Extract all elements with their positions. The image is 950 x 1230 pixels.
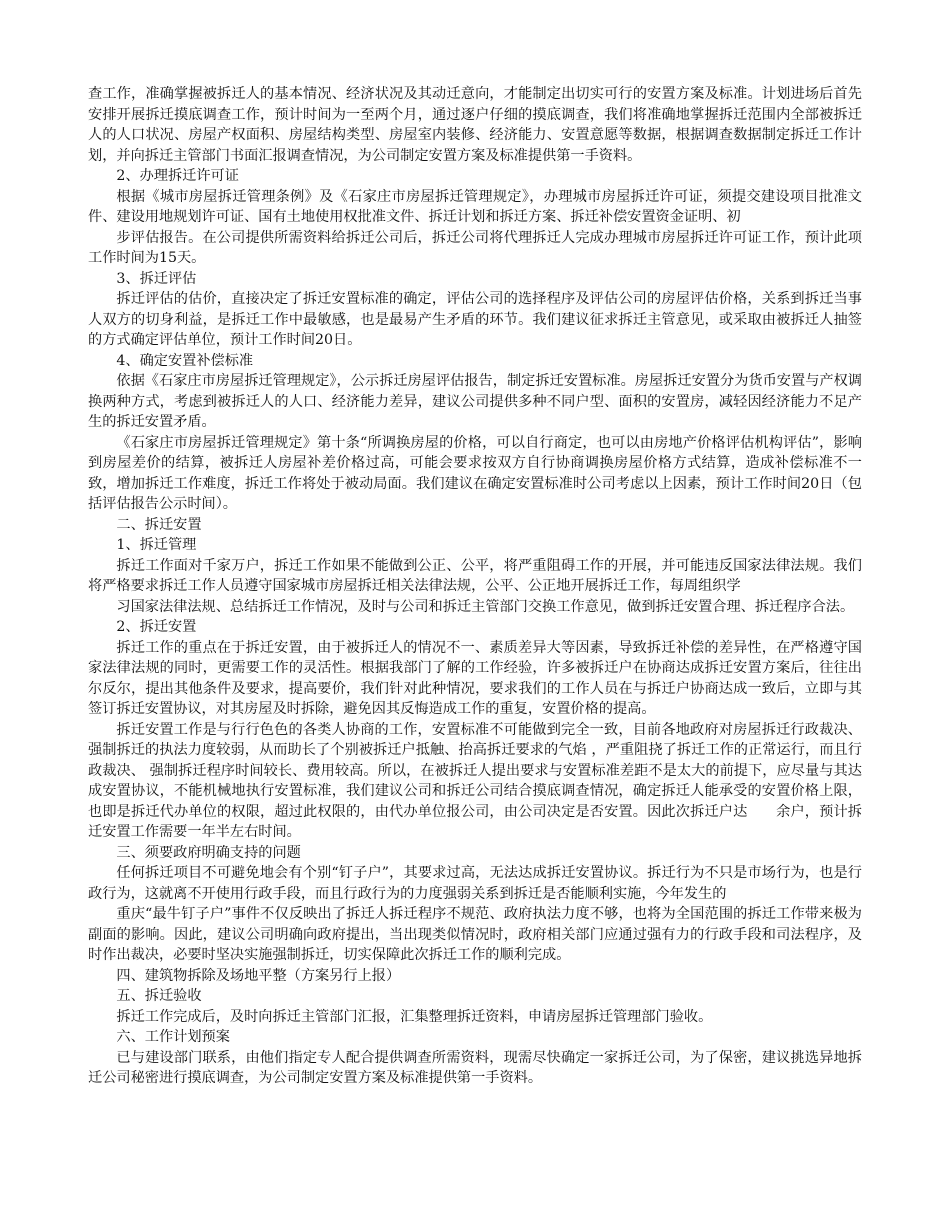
paragraph-0: 查工作，准确掌握被拆迁人的基本情况、经济状况及其动迁意向，才能制定出切实可行的安置方案及标准。计划进场后首先安排开展拆迁摸底调查工作，预计时间为一至两个月，通过逐户仔细的摸底调查，我们将准确地掌握拆迁范围内全部被拆迁人的人口状况、房屋产权面积、房屋结构类型、房屋室内装修、经济能力、安置意愿等数据，根据调查数据制定拆迁工作计划，并向拆迁主管部门书面汇报调查情况，为公司制定安置方案及标准提供第一手资料。 [88, 86, 862, 164]
paragraph-13: 2、拆迁安置 [116, 619, 197, 635]
paragraph-4: 3、拆迁评估 [116, 270, 197, 287]
paragraph-1: 2、办理拆迁许可证 [116, 168, 239, 184]
paragraph-2: 根据《城市房屋拆迁管理条例》及《石家庄市房屋拆迁管理规定》，办理城市房屋拆迁许可证，须提交建设项目批准文件、建设用地规划许可证、国有土地使用权批准文件、拆迁计划和拆迁方案、拆迁补偿安置资金证明、初 [88, 188, 862, 225]
paragraph-8: 《石家庄市房屋拆迁管理规定》第十条“所调换房屋的价格，可以自行商定，也可以由房地产价格评估机构评估”，影响到房屋差价的结算，被拆迁人房屋补差价格过高，可能会要求按双方自行协商调换房屋价格方式结算，造成补偿标准不一致，增加拆迁工作难度，拆迁工作将处于被动局面。我们建议在确定安置标准时公司考虑以上因素，预计工作时间20日（包括评估报告公示时间）。 [88, 434, 862, 512]
paragraph-23: 已与建设部门联系，由他们指定专人配合提供调查所需资料，现需尽快确定一家拆迁公司，为了保密，建议挑选异地拆迁公司秘密进行摸底调查，为公司制定安置方案及标准提供第一手资料。 [88, 1049, 862, 1086]
paragraph-14: 拆迁工作的重点在于拆迁安置，由于被拆迁人的情况不一、素质差异大等因素，导致拆迁补偿的差异性，在严格遵守国家法律法规的同时，更需要工作的灵活性。根据我部门了解的工作经验，许多被拆迁户在协商达成拆迁安置方案后，往往出尔反尔，提出其他条件及要求，提高要价，我们针对此种情况，要求我们的工作人员在与拆迁户协商达成一致后，立即与其签订拆迁安置协议，对其房屋及时拆除，避免因其反悔造成工作的重复，安置价格的提高。 [88, 639, 862, 717]
paragraph-12: 习国家法律法规、总结拆迁工作情况，及时与公司和拆迁主管部门交换工作意见，做到拆迁安置合理、拆迁程序合法。 [116, 598, 855, 615]
paragraph-5: 拆迁评估的估价，直接决定了拆迁安置标准的确定，评估公司的选择程序及评估公司的房屋评估价格，关系到拆迁当事人双方的切身利益，是拆迁工作中最敏感，也是最易产生矛盾的环节。我们建议征求拆迁主管意见，或采取由被拆迁人抽签的方式确定评估单位，预计工作时间20日。 [88, 291, 862, 348]
paragraph-7: 依据《石家庄市房屋拆迁管理规定》，公示拆迁房屋评估报告，制定拆迁安置标准。房屋拆迁安置分为货币安置与产权调换两种方式，考虑到被拆迁人的人口、经济能力差异，建议公司提供多种不同户型、面积的安置房，减轻因经济能力不足产生的拆迁安置矛盾。 [88, 373, 862, 430]
paragraph-3: 步评估报告。在公司提供所需资料给拆迁公司后，拆迁公司将代理拆迁人完成办理城市房屋拆迁许可证工作，预计此项工作时间为15天。 [88, 229, 862, 266]
paragraph-16: 三、须要政府明确支持的问题 [116, 844, 301, 861]
paragraph-21: 拆迁工作完成后，及时向拆迁主管部门汇报，汇集整理拆迁资料，申请房屋拆迁管理部门验收。 [116, 1008, 713, 1025]
paragraph-18: 重庆“最牛钉子户”事件不仅反映出了拆迁人拆迁程序不规范、政府执法力度不够，也将为全国范围的拆迁工作带来极为副面的影响。因此，建议公司明确向政府提出，当出现类似情况时，政府相关部门应通过强有力的行政手段和司法程序，及时作出裁决，必要时坚决实施强制拆迁，切实保障此次拆迁工作的顺利完成。 [88, 906, 862, 963]
paragraph-20: 五、拆迁验收 [116, 988, 202, 1004]
paragraph-17: 任何拆迁项目不可避免地会有个别“钉子户”，其要求过高，无法达成拆迁安置协议。拆迁行为不只是市场行为，也是行政行为，这就离不开使用行政手段，而且行政行为的力度强弱关系到拆迁是否能顺利实施，今年发生的 [88, 865, 862, 902]
paragraph-10: 1、拆迁管理 [116, 537, 197, 553]
paragraph-6: 4、确定安置补偿标准 [116, 352, 254, 369]
paragraph-15: 拆迁安置工作是与行行色色的各类人协商的工作，安置标准不可能做到完全一致，目前各地政府对房屋拆迁行政裁决、强制拆迁的执法力度较弱，从而助长了个别被拆迁户抵触、抬高拆迁要求的气焰 ，严重阻挠了拆迁工作的正常运行，而且行政裁决、 强制拆迁程序时间较长、费用较高。所以，在被拆迁人提出要求与安置标准差距不是太大的前提下，应尽量与其达成安置协议，不能机械地执行安置标准，我们建议公司和拆迁公司结合摸底调查情况，确定拆迁人能承受的安置价格上限，也即是拆迁代办单位的权限，超过此权限的，由代办单位报公司，由公司决定是否安置。因此次拆迁户达 余户，预计拆迁安置工作需要一年半左右时间。 [88, 721, 862, 840]
paragraph-11: 拆迁工作面对千家万户，拆迁工作如果不能做到公正、公平，将严重阻碍工作的开展，并可能违反国家法律法规。我们将严格要求拆迁工作人员遵守国家城市房屋拆迁相关法律法规，公平、公正地开展拆迁工作，每周组织学 [88, 557, 862, 594]
paragraph-22: 六、工作计划预案 [116, 1029, 230, 1045]
paragraph-19: 四、建筑物拆除及场地平整（方案另行上报） [116, 967, 401, 984]
paragraph-9: 二、拆迁安置 [116, 516, 202, 533]
